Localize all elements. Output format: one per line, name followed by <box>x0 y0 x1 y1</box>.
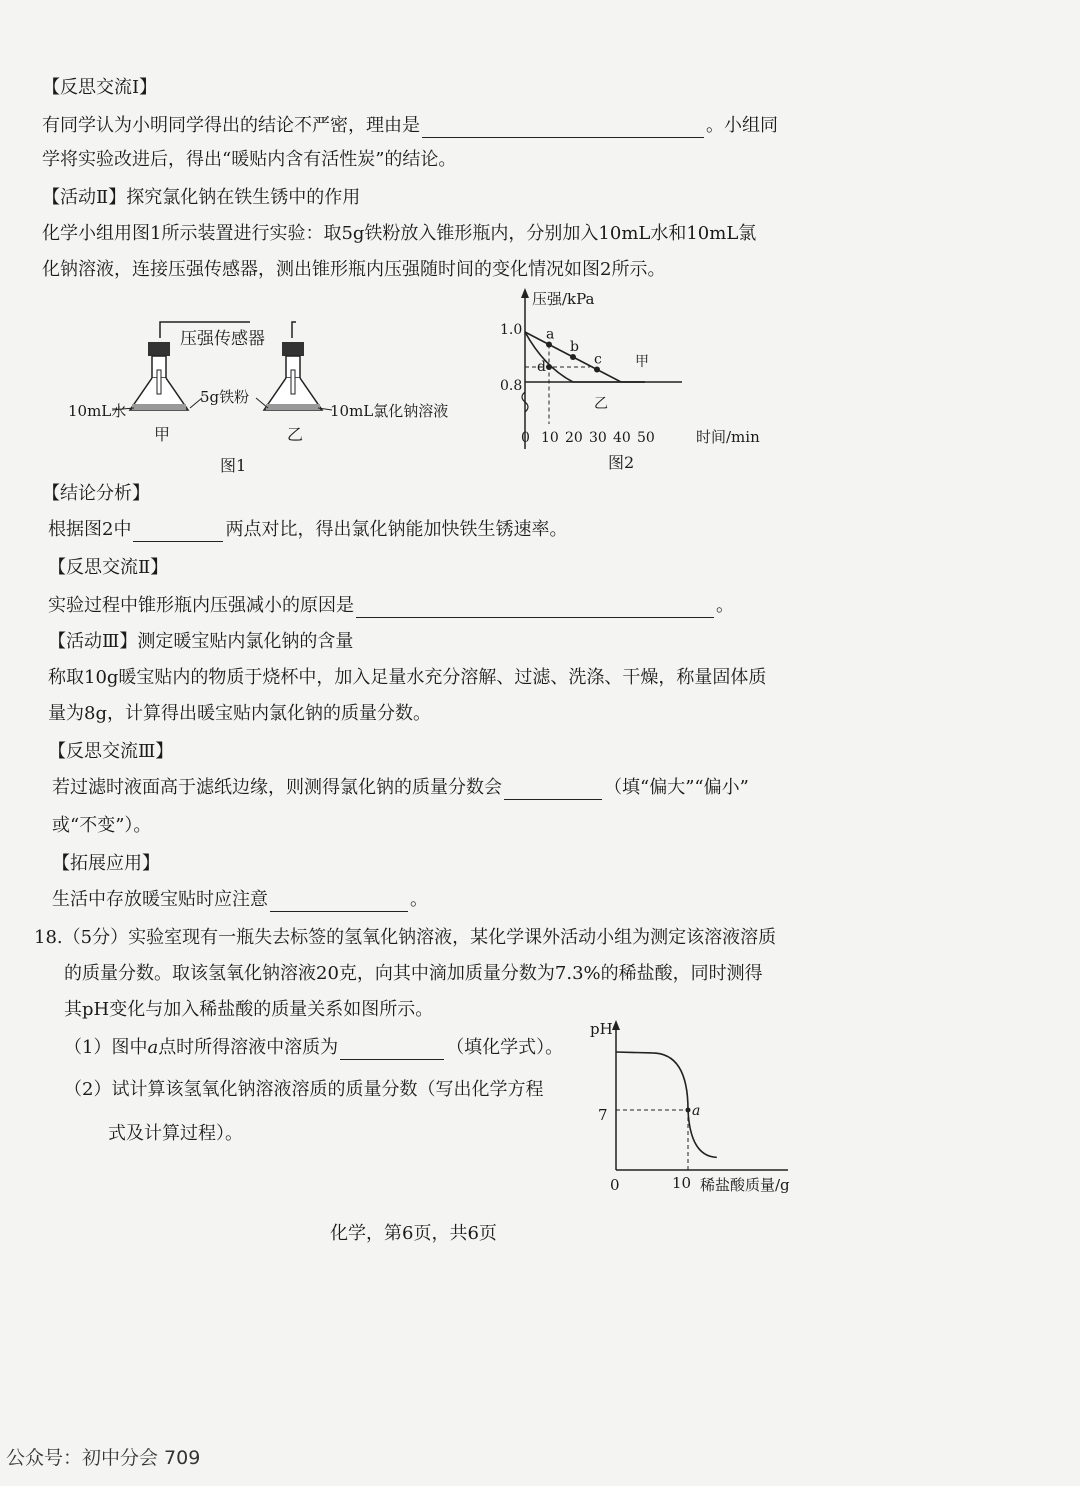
reflection2-heading: 【反思交流Ⅱ】 <box>48 557 169 578</box>
ph-y-axis-arrow <box>612 1020 620 1030</box>
ph-point-a <box>686 1108 691 1113</box>
activity2-line1: 化学小组用图1所示装置进行实验：取5g铁粉放入锥形瓶内，分别加入10mL水和10mL氯 <box>42 223 757 244</box>
right-liquid-label: 10mL氯化钠溶液 <box>330 402 449 420</box>
figure2-caption: 图2 <box>608 453 635 472</box>
y-tick-bottom: 0.8 <box>500 378 523 394</box>
activity2-heading: 【活动Ⅱ】探究氯化钠在铁生锈中的作用 <box>42 187 361 208</box>
activity3-heading: 【活动Ⅲ】测定暖宝贴内氯化钠的含量 <box>48 631 354 652</box>
x-tick-label: 0 <box>521 430 530 446</box>
q18-sub1-var: a <box>147 1037 159 1058</box>
figure1-apparatus <box>60 310 480 480</box>
ph-y-label: pH <box>590 1020 613 1038</box>
page-footer: 化学，第6页，共6页 <box>330 1223 497 1244</box>
application-heading: 【拓展应用】 <box>52 853 160 874</box>
q18-sub1-after: （填化学式）。 <box>446 1037 564 1058</box>
x-tick-label: 50 <box>637 430 655 446</box>
figure2-chart <box>490 284 790 480</box>
reflection1-heading: 【反思交流Ⅰ】 <box>42 77 158 98</box>
reflection1-line2: 学将实验改进后，得出“暖贴内含有活性炭”的结论。 <box>42 149 457 170</box>
conclusion-heading: 【结论分析】 <box>42 483 150 504</box>
x-tick-label: 10 <box>541 430 559 446</box>
sensor-label: 压强传感器 <box>180 329 265 349</box>
q18-sub1-mid: 点时所得溶液中溶质为 <box>158 1037 339 1058</box>
y-axis-label: 压强/kPa <box>532 290 595 308</box>
curve-yi-label: 乙 <box>594 396 608 412</box>
reflection2-text: 实验过程中锥形瓶内压强减小的原因是 <box>48 595 354 616</box>
reflection3-after: （填“偏大”“偏小” <box>604 777 749 798</box>
flask-jia-label: 甲 <box>154 425 171 444</box>
ph-point-a-label: a <box>692 1103 701 1119</box>
x-tick-label: 20 <box>565 430 583 446</box>
conclusion-line <box>48 518 567 542</box>
q18-sub1-text: （1）图中 <box>64 1037 148 1058</box>
q18-sub1-blank[interactable] <box>340 1039 444 1060</box>
point-label-c: c <box>594 351 602 368</box>
flask-yi-label: 乙 <box>287 425 304 444</box>
x-axis-label: 时间/min <box>696 428 760 446</box>
watermark: 公众号：初中分会 709 <box>6 1447 201 1469</box>
q18-sub2-line2: 式及计算过程）。 <box>108 1123 243 1144</box>
reflection3-text: 若过滤时液面高于滤纸边缘，则测得氯化钠的质量分数会 <box>52 777 502 798</box>
reflection3-blank[interactable] <box>504 779 602 800</box>
point-label-b: b <box>570 339 579 355</box>
reflection3-heading: 【反思交流Ⅲ】 <box>48 741 174 762</box>
q18-line1: 18.（5分）实验室现有一瓶失去标签的氢氧化钠溶液，某化学课外活动小组为测定该溶液溶质 <box>34 927 777 948</box>
ph-x-label: 稀盐酸质量/g <box>700 1176 790 1194</box>
ph-curve <box>616 1052 717 1157</box>
reflection3-line2: 或“不变”）。 <box>52 815 152 836</box>
y-tick-top: 1.0 <box>500 322 523 338</box>
reflection1-after: 。小组同 <box>706 115 778 136</box>
flask-jia <box>130 342 188 410</box>
q18-line3: 其pH变化与加入稀盐酸的质量关系如图所示。 <box>64 999 434 1020</box>
ph-x-tick-10: 10 <box>672 1174 692 1192</box>
application-text: 生活中存放暖宝贴时应注意 <box>52 889 268 910</box>
x-tick-label: 40 <box>613 430 631 446</box>
point-label-a: a <box>546 326 555 343</box>
reflection1-text: 有同学认为小明同学得出的结论不严密，理由是 <box>42 115 420 136</box>
q18-line2: 的质量分数。取该氢氧化钠溶液20克，向其中滴加质量分数为7.3%的稀盐酸，同时测得 <box>64 963 763 984</box>
reflection3-line1 <box>52 776 749 800</box>
flask-yi <box>264 342 322 410</box>
ph-x-tick-0: 0 <box>610 1176 620 1194</box>
conclusion-blank[interactable] <box>133 521 223 542</box>
activity2-line2: 化钠溶液，连接压强传感器，测出锥形瓶内压强随时间的变化情况如图2所示。 <box>42 259 666 280</box>
activity3-line2: 量为8g，计算得出暖宝贴内氯化钠的质量分数。 <box>48 703 431 724</box>
conclusion-text: 根据图2中 <box>48 519 132 540</box>
activity3-line1: 称取10g暖宝贴内的物质于烧杯中，加入足量水充分溶解、过滤、洗涤、干燥，称量固体质 <box>48 667 767 688</box>
curve-jia-label: 甲 <box>635 354 649 370</box>
application-line <box>52 888 428 912</box>
reflection1-line1 <box>42 114 778 138</box>
application-blank[interactable] <box>270 891 408 912</box>
reflection2-line <box>48 594 734 618</box>
ph-y-tick-7: 7 <box>598 1106 608 1124</box>
iron-powder-label: 5g铁粉 <box>200 388 250 406</box>
left-liquid-label: 10mL水 <box>68 402 127 420</box>
point-d <box>546 364 552 370</box>
sensor-wire-right <box>292 322 296 338</box>
reflection1-blank[interactable] <box>422 117 704 138</box>
x-tick-label: 30 <box>589 430 607 446</box>
point-label-d: d <box>537 359 546 375</box>
ph-chart <box>588 1014 818 1198</box>
conclusion-after: 两点对比，得出氯化钠能加快铁生锈速率。 <box>225 519 568 540</box>
reflection2-blank[interactable] <box>356 597 714 618</box>
figure1-caption: 图1 <box>220 456 247 475</box>
q18-sub1 <box>64 1036 563 1060</box>
application-after: 。 <box>410 889 428 910</box>
reflection2-after: 。 <box>716 595 734 616</box>
q18-sub2-line1: （2）试计算该氢氧化钠溶液溶质的质量分数（写出化学方程 <box>64 1079 544 1100</box>
y-axis-arrow <box>521 288 529 298</box>
